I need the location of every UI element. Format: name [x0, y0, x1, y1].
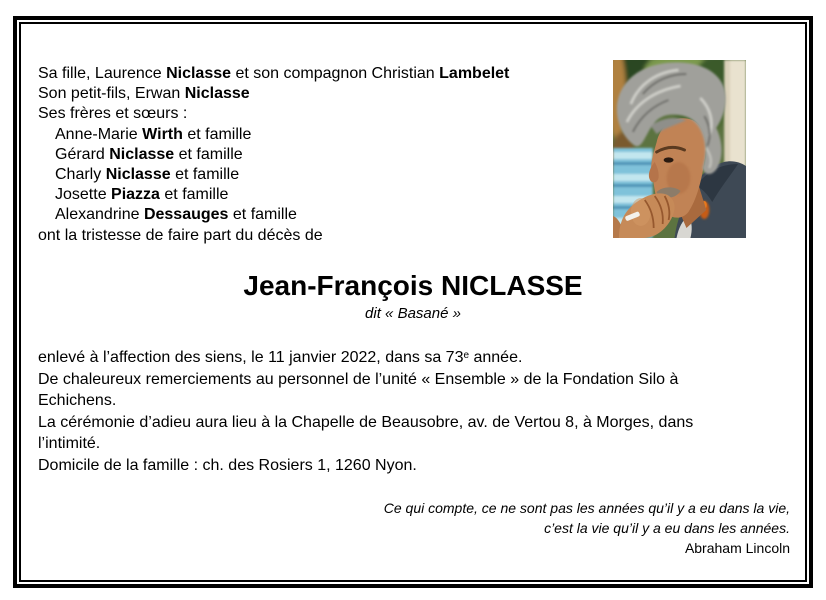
family-line: Sa fille, Laurence Niclasse et son compagnon Christian Lambelet [38, 65, 510, 82]
announcement-line: De chaleureux remerciements au personnel de l’unité « Ensemble » de la Fondation Silo à [38, 370, 679, 388]
quote-line: c’est la vie qu’il y a eu dans les années. [544, 520, 790, 536]
family-line: ont la tristesse de faire part du décès de [38, 226, 323, 244]
family-line: Charly Niclasse et famille [55, 166, 240, 184]
announcement-text [38, 347, 693, 476]
deceased-name-block [21, 270, 805, 324]
family-line: Gérard Niclasse et famille [55, 145, 243, 163]
quote-lines [384, 498, 790, 538]
announcement-line: Domicile de la famille : ch. des Rosiers 1, 1260 Nyon. [38, 456, 417, 474]
family-line: Ses frères et sœurs : [38, 105, 188, 123]
family-line: Son petit-fils, Erwan Niclasse [38, 85, 250, 103]
deceased-name: Jean-François NICLASSE [243, 270, 583, 301]
inner-frame [19, 22, 807, 582]
outer-frame [13, 16, 813, 588]
quote-line: Ce qui compte, ce ne sont pas les années qu’il y a eu dans la vie, [383, 500, 790, 516]
portrait-photo [613, 60, 746, 238]
quote-attribution: Abraham Lincoln [684, 540, 790, 556]
family-list [38, 64, 509, 246]
announcement-line: l’intimité. [38, 435, 101, 452]
family-line: Anne-Marie Wirth et famille [55, 125, 252, 143]
announcement-line: Echichens. [38, 392, 117, 409]
deceased-nickname: dit « Basané » [365, 305, 461, 322]
announcement-line: La cérémonie d’adieu aura lieu à la Chapelle de Beausobre, av. de Vertou 8, à Morges, dans [38, 413, 694, 431]
announcement-line: enlevé à l’affection des siens, le 11 janvier 2022, dans sa 73e année. [38, 349, 523, 366]
quote-block [384, 498, 790, 558]
family-line: Josette Piazza et famille [55, 186, 229, 204]
family-line: Alexandrine Dessauges et famille [55, 206, 297, 224]
